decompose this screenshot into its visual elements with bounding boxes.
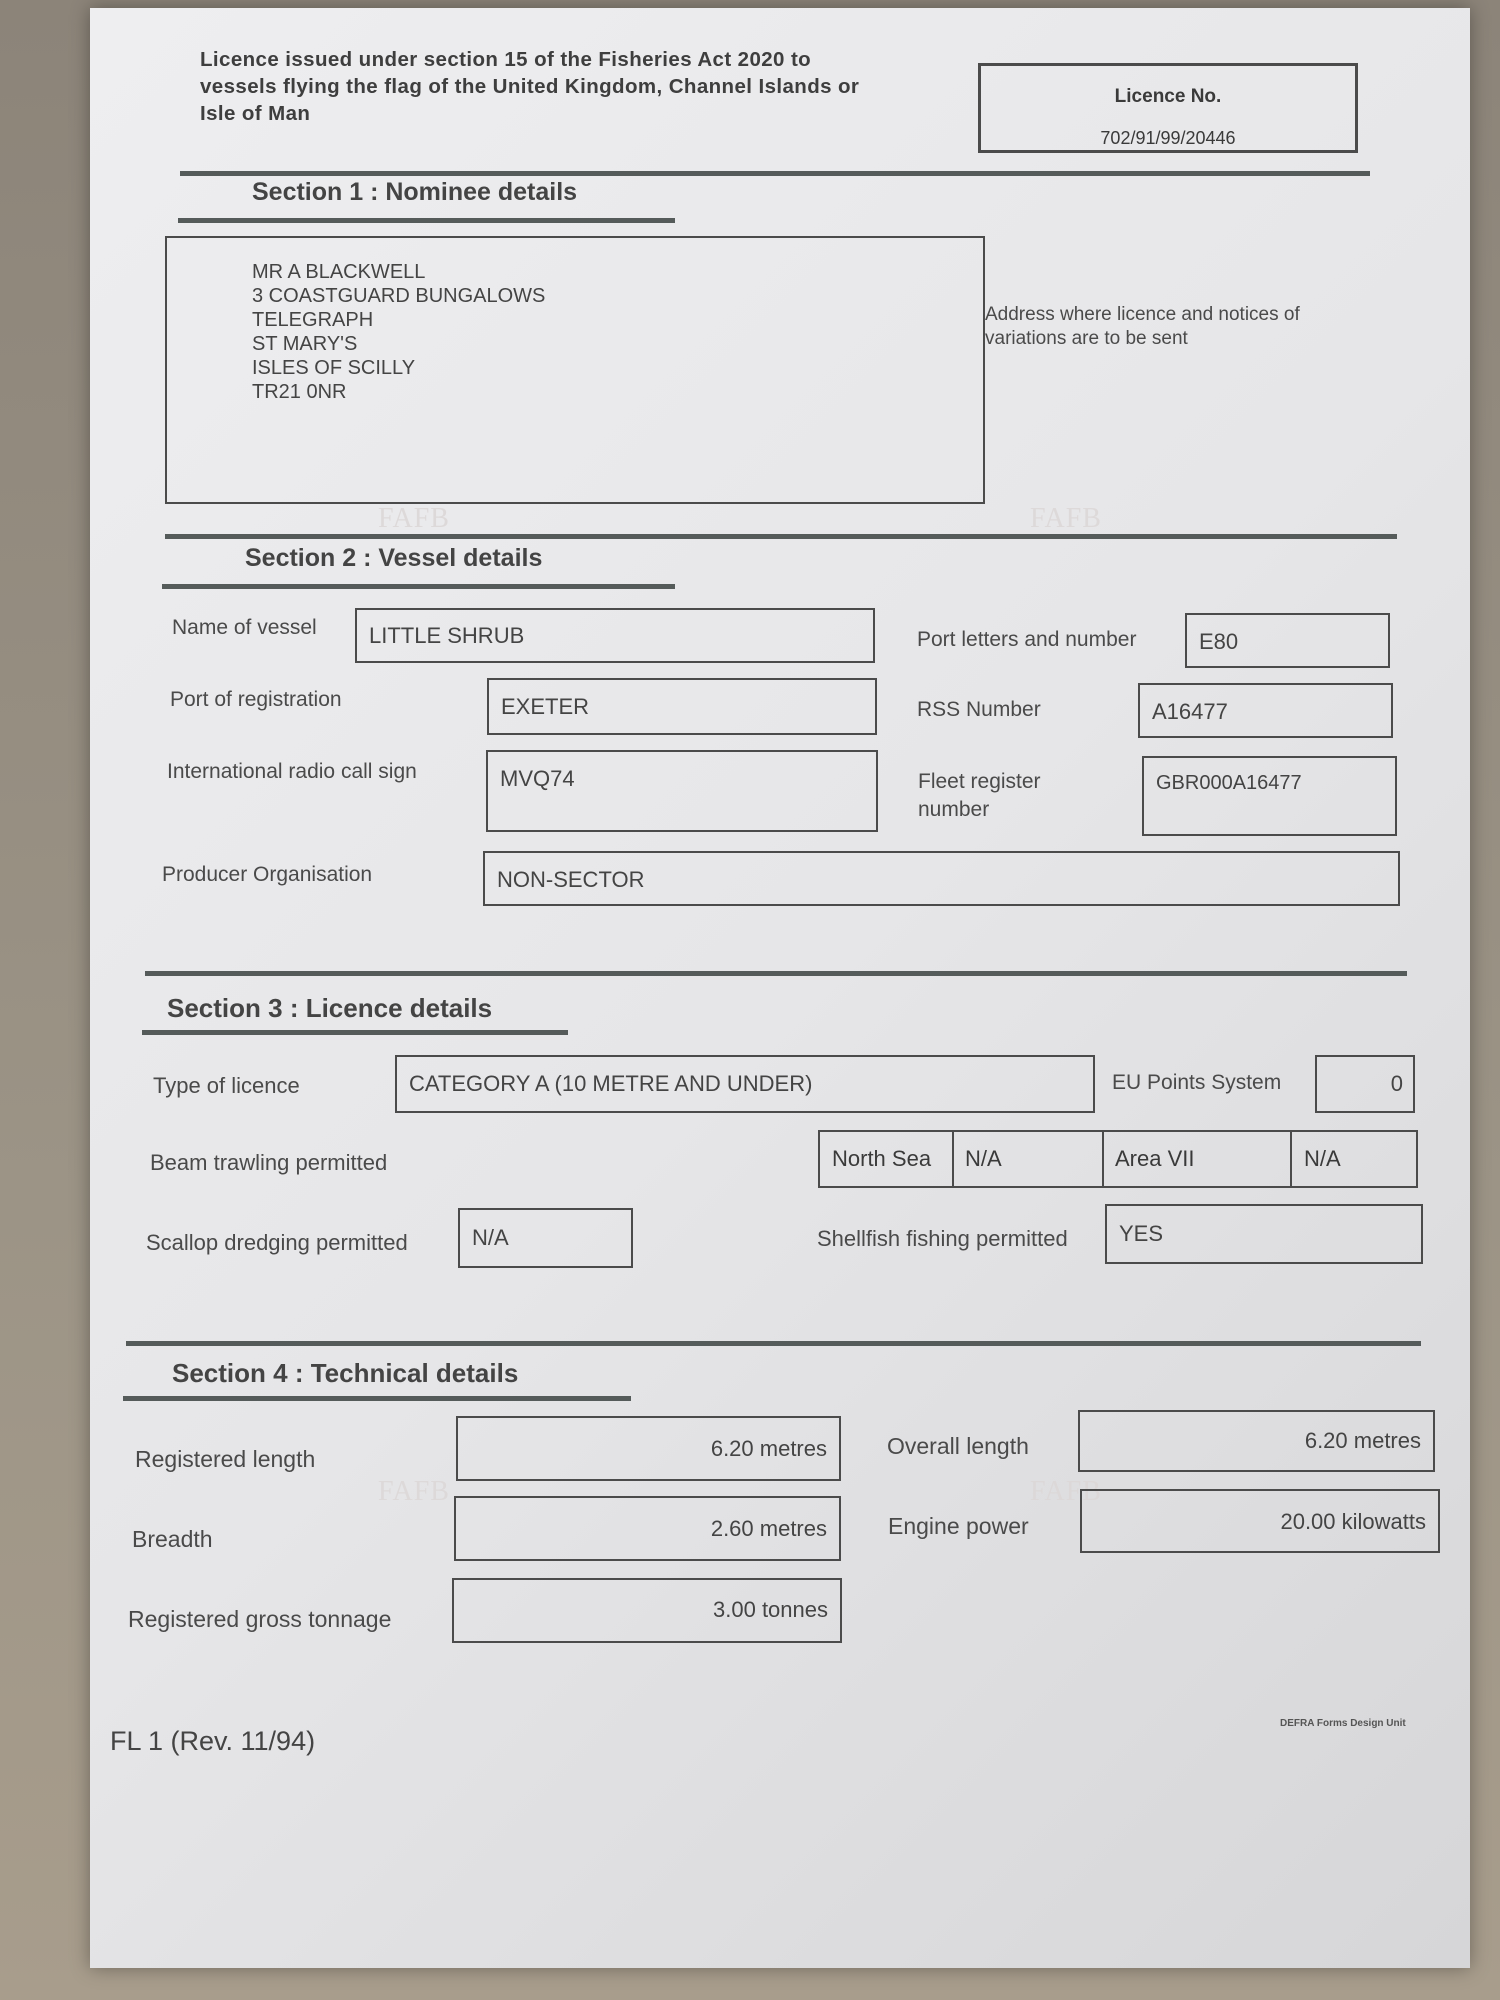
address-note-line-2: variations are to be sent xyxy=(985,328,1188,349)
vessel-name-field xyxy=(355,608,875,663)
producer-org-value: NON-SECTOR xyxy=(497,867,645,892)
north-sea-label: North Sea xyxy=(832,1146,932,1171)
call-sign-label: International radio call sign xyxy=(167,760,417,783)
gross-tonnage-field xyxy=(452,1578,842,1643)
watermark: FAFB xyxy=(1030,1476,1102,1507)
section-4-title: Section 4 : Technical details xyxy=(172,1358,519,1388)
fleet-register-field xyxy=(1142,756,1397,836)
header-line-2: vessels flying the flag of the United Kingdom, Channel Islands or xyxy=(200,75,860,98)
licence-type-value: CATEGORY A (10 METRE AND UNDER) xyxy=(409,1071,813,1096)
section-4-underline xyxy=(123,1396,631,1401)
section-2-divider xyxy=(165,534,1397,539)
watermark: FAFB xyxy=(378,1476,450,1507)
port-registration-field xyxy=(487,678,877,735)
header-text xyxy=(200,46,1060,127)
vessel-name-value: LITTLE SHRUB xyxy=(369,623,525,648)
licence-number-box xyxy=(978,63,1358,153)
north-sea-value: N/A xyxy=(965,1146,1002,1171)
call-sign-field xyxy=(486,750,878,832)
licence-number-value: 702/91/99/20446 xyxy=(1100,128,1236,148)
address-line: MR A BLACKWELL xyxy=(252,261,426,283)
header-divider xyxy=(180,171,1370,176)
fleet-register-value: GBR000A16477 xyxy=(1156,772,1302,794)
overall-length-field xyxy=(1078,1410,1435,1472)
address-line: ST MARY'S xyxy=(252,333,358,355)
rss-number-field xyxy=(1138,683,1393,738)
eu-points-label: EU Points System xyxy=(1112,1071,1282,1094)
beam-trawling-label: Beam trawling permitted xyxy=(150,1150,388,1175)
registered-length-field xyxy=(456,1416,841,1481)
scallop-dredging-label: Scallop dredging permitted xyxy=(146,1230,408,1255)
address-line: TR21 0NR xyxy=(252,381,347,403)
cell-divider xyxy=(1102,1132,1104,1186)
header-line-1: Licence issued under section 15 of the Fisheries Act 2020 to xyxy=(200,48,812,71)
section-4-divider xyxy=(126,1341,1421,1346)
cell-divider xyxy=(1290,1132,1292,1186)
port-letters-field xyxy=(1185,613,1390,668)
overall-length-label: Overall length xyxy=(887,1433,1029,1459)
licence-type-field xyxy=(395,1055,1095,1113)
area-vii-label: Area VII xyxy=(1115,1146,1195,1171)
gross-tonnage-value: 3.00 tonnes xyxy=(713,1597,828,1622)
address-note xyxy=(985,303,1300,351)
producer-org-label: Producer Organisation xyxy=(162,863,373,886)
cell-divider xyxy=(952,1132,954,1186)
fleet-register-label xyxy=(918,768,1041,824)
producer-org-field xyxy=(483,851,1400,906)
section-3-underline xyxy=(142,1030,568,1035)
call-sign-value: MVQ74 xyxy=(500,766,575,791)
address-line: TELEGRAPH xyxy=(252,309,374,331)
watermark: FAFB xyxy=(1030,503,1102,534)
gross-tonnage-label: Registered gross tonnage xyxy=(128,1606,392,1632)
vessel-name-label: Name of vessel xyxy=(172,616,317,639)
scallop-dredging-value: N/A xyxy=(472,1225,509,1250)
nominee-address-box xyxy=(165,236,985,504)
breadth-value: 2.60 metres xyxy=(710,1516,827,1541)
port-registration-label: Port of registration xyxy=(170,688,342,711)
section-2-title: Section 2 : Vessel details xyxy=(245,544,543,572)
form-code: FL 1 (Rev. 11/94) xyxy=(110,1726,316,1756)
address-note-line-1: Address where licence and notices of xyxy=(985,304,1300,325)
port-letters-value: E80 xyxy=(1199,629,1239,654)
rss-number-label: RSS Number xyxy=(917,698,1041,721)
nominee-address xyxy=(252,260,545,404)
breadth-field xyxy=(454,1496,841,1561)
eu-points-field xyxy=(1315,1055,1415,1113)
engine-power-label: Engine power xyxy=(888,1513,1029,1539)
watermark: FAFB xyxy=(378,503,450,534)
shellfish-fishing-label: Shellfish fishing permitted xyxy=(817,1226,1068,1251)
breadth-label: Breadth xyxy=(132,1526,213,1552)
shellfish-fishing-value: YES xyxy=(1119,1221,1164,1246)
eu-points-value: 0 xyxy=(1390,1071,1403,1096)
section-1-underline xyxy=(178,218,675,223)
section-3-title: Section 3 : Licence details xyxy=(167,993,493,1023)
fleet-register-label-line-2: number xyxy=(918,798,990,821)
licence-document xyxy=(90,8,1470,1968)
design-unit: DEFRA Forms Design Unit xyxy=(1280,1718,1406,1729)
fleet-register-label-line-1: Fleet register xyxy=(918,770,1041,793)
area-vii-value: N/A xyxy=(1304,1146,1341,1171)
licence-type-label: Type of licence xyxy=(153,1073,300,1098)
licence-number-label: Licence No. xyxy=(1114,86,1222,107)
section-3-divider xyxy=(145,971,1407,976)
registered-length-value: 6.20 metres xyxy=(710,1436,827,1461)
port-registration-value: EXETER xyxy=(501,694,590,719)
engine-power-value: 20.00 kilowatts xyxy=(1280,1509,1426,1534)
overall-length-value: 6.20 metres xyxy=(1304,1428,1421,1453)
address-line: 3 COASTGUARD BUNGALOWS xyxy=(252,285,546,307)
section-1-title: Section 1 : Nominee details xyxy=(252,178,578,206)
scallop-dredging-field xyxy=(458,1208,633,1268)
rss-number-value: A16477 xyxy=(1152,699,1228,724)
header-line-3: Isle of Man xyxy=(200,102,311,125)
shellfish-fishing-field xyxy=(1105,1204,1423,1264)
registered-length-label: Registered length xyxy=(135,1446,316,1472)
address-line: ISLES OF SCILLY xyxy=(252,357,416,379)
section-2-underline xyxy=(162,584,675,589)
engine-power-field xyxy=(1080,1489,1440,1553)
port-letters-label: Port letters and number xyxy=(917,628,1137,651)
beam-trawling-table xyxy=(818,1130,1418,1188)
